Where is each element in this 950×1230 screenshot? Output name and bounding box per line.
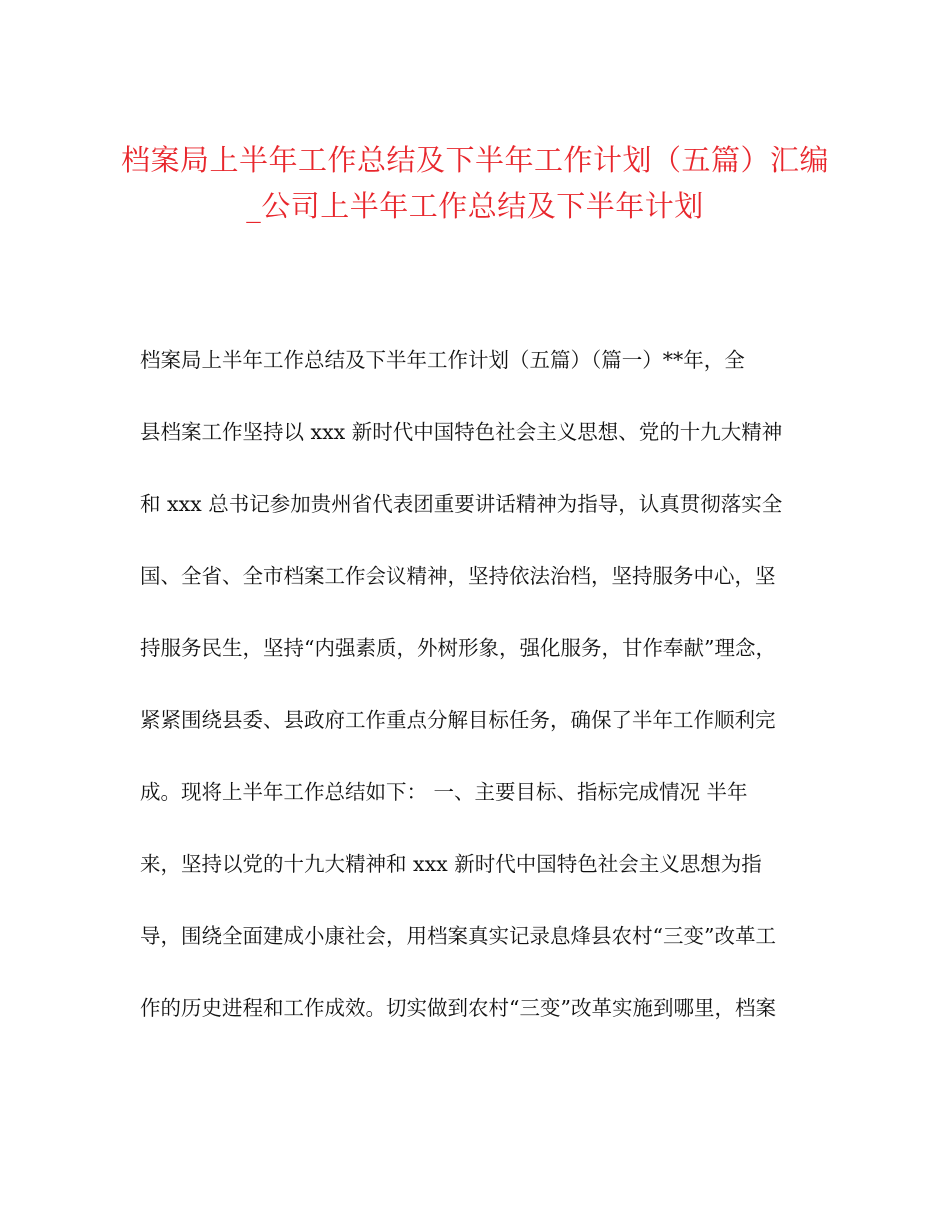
body-line-10: 作的历史进程和工作成效。切实做到农村“三变”改革实施到哪里，档案 [140,996,776,1020]
title-line-1: 档案局上半年工作总结及下半年工作计划（五篇）汇编 [120,143,829,177]
body-line-8: 来，坚持以党的十九大精神和 xxx 新时代中国特色社会主义思想为指 [140,852,762,876]
body-line-2: 县档案工作坚持以 xxx 新时代中国特色社会主义思想、党的十九大精神 [140,420,783,444]
document-title [100,137,850,229]
body-line-1: 档案局上半年工作总结及下半年工作计划（五篇）（篇一）**年，全 [140,348,745,372]
body-line-3: 和 xxx 总书记参加贵州省代表团重要讲话精神为指导，认真贯彻落实全 [140,492,783,516]
title-line-2: _公司上半年工作总结及下半年计划 [246,189,704,223]
body-line-9: 导，围绕全面建成小康社会，用档案真实记录息烽县农村“三变”改革工 [140,924,776,948]
body-line-4: 国、全省、全市档案工作会议精神，坚持依法治档，坚持服务中心，坚 [140,564,776,588]
body-line-7: 成。现将上半年工作总结如下： 一、主要目标、指标完成情况 半年 [140,780,748,804]
body-line-5: 持服务民生，坚持“内强素质，外树形象，强化服务，甘作奉献”理念， [140,636,776,660]
body-line-6: 紧紧围绕县委、县政府工作重点分解目标任务，确保了半年工作顺利完 [140,708,776,732]
